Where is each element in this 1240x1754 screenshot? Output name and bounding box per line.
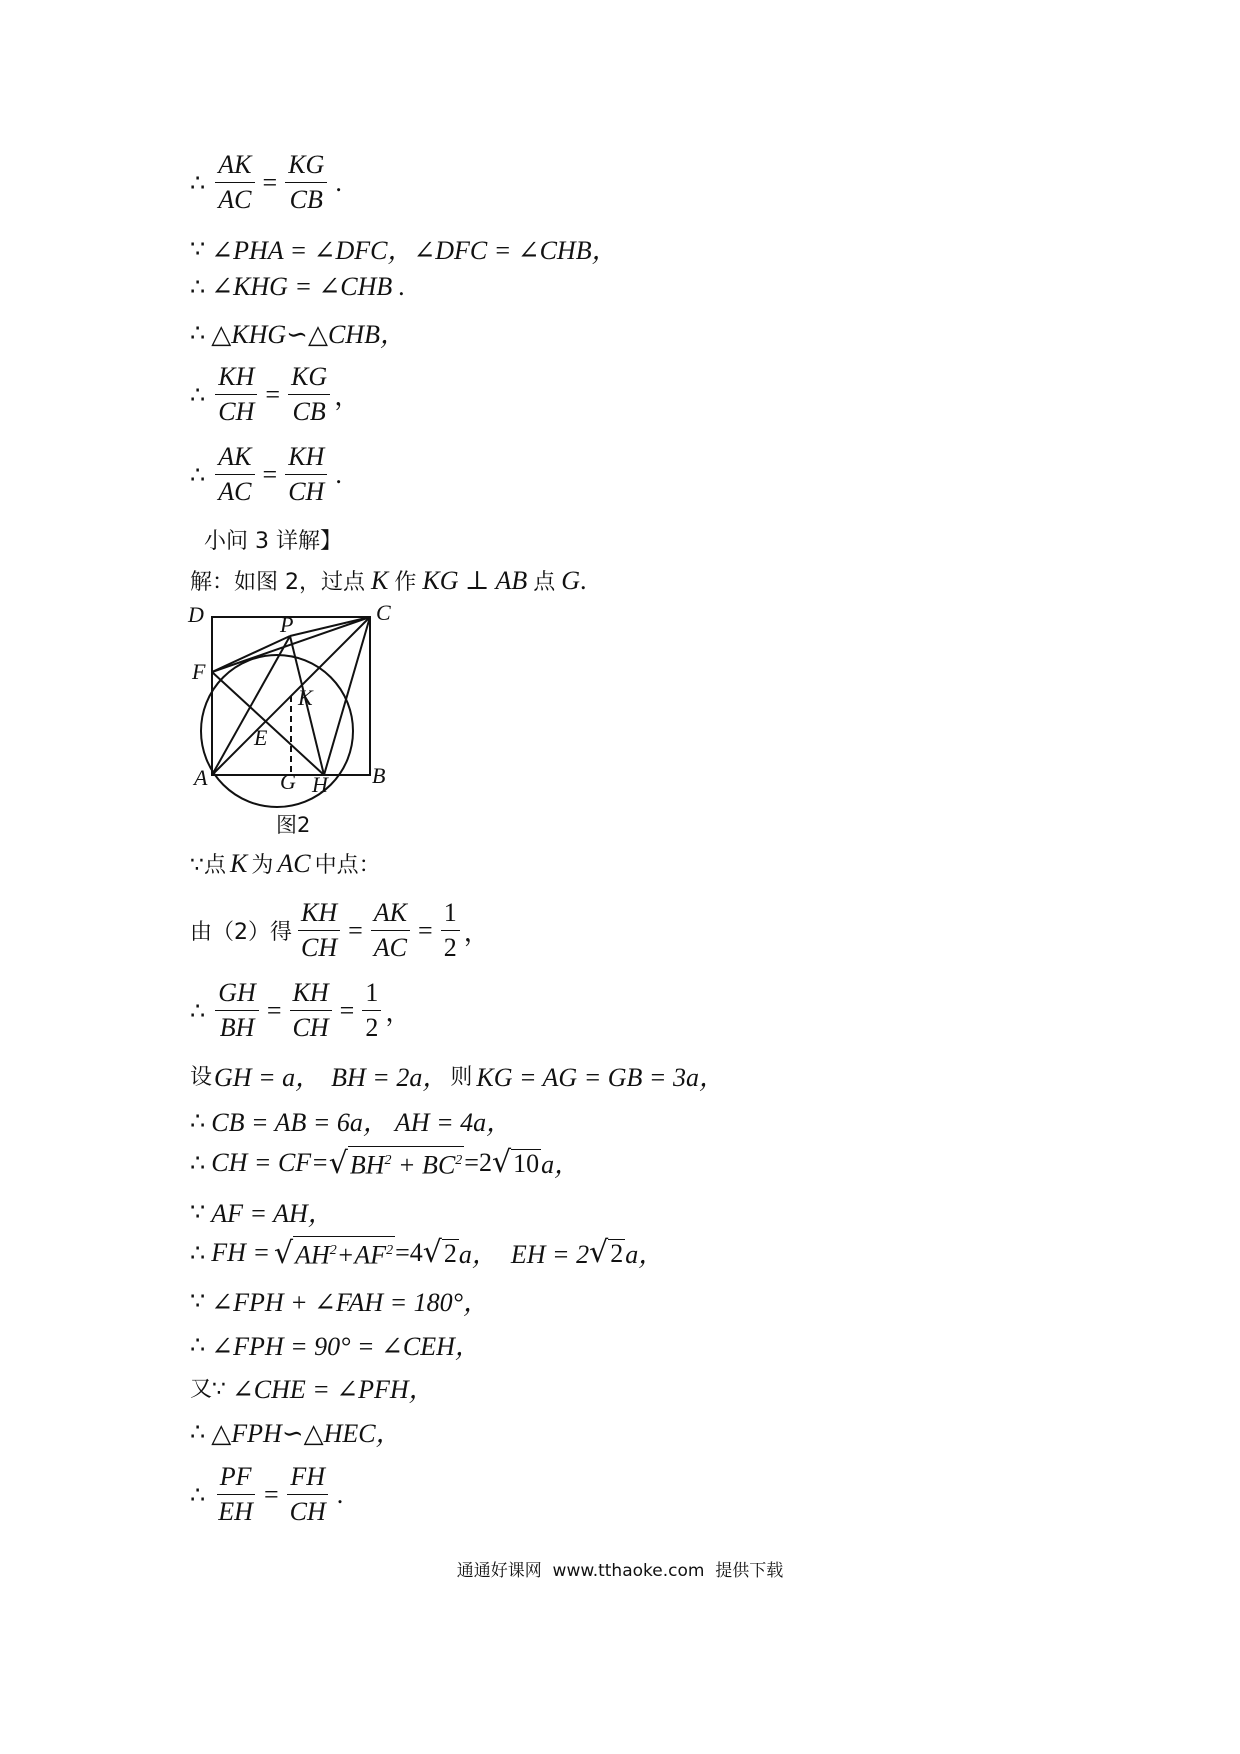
square-exponent: 2 bbox=[386, 1242, 394, 1258]
plus-af: +AF bbox=[336, 1240, 387, 1270]
point-k: K bbox=[230, 848, 248, 878]
period: . bbox=[335, 459, 342, 489]
label-b: B bbox=[372, 763, 386, 788]
period: . bbox=[336, 1479, 344, 1509]
radical-sign: √ bbox=[491, 1144, 512, 1180]
radical-sign: √ bbox=[422, 1234, 442, 1270]
eq-line-6 bbox=[190, 442, 342, 507]
eq-line-af-ah bbox=[190, 1193, 334, 1230]
fraction-ak-ac bbox=[371, 898, 410, 963]
radicand: 2 bbox=[610, 1238, 624, 1268]
a-eh-two: a， EH = 2 bbox=[458, 1240, 590, 1269]
angle-equation: ∠PHA = ∠DFC，∠DFC = ∠CHB， bbox=[211, 236, 618, 265]
footer-text: 通通好课网 www.tthaoke.com 提供下载 bbox=[456, 1561, 784, 1581]
ah: AH bbox=[295, 1240, 330, 1270]
equals-sign: = bbox=[262, 167, 278, 197]
similar-triangles: △FPH∽△HEC， bbox=[211, 1419, 402, 1448]
period: . bbox=[580, 565, 587, 595]
therefore-symbol: ∴ bbox=[190, 1417, 206, 1446]
eq-line-ch-cf bbox=[190, 1144, 580, 1181]
segment-ac: AC bbox=[277, 848, 311, 878]
eq-line-5 bbox=[190, 362, 360, 427]
eq-line-from2 bbox=[190, 898, 490, 963]
label-c: C bbox=[376, 600, 391, 625]
label-e: E bbox=[254, 725, 268, 750]
numerator: KH bbox=[215, 362, 257, 395]
let-word: 设 bbox=[190, 1065, 213, 1090]
as-word: 为 bbox=[251, 853, 274, 878]
perpendicular-expr: KG ⊥ AB bbox=[422, 565, 528, 595]
eq-line-similar bbox=[190, 1413, 402, 1450]
denominator: 2 bbox=[443, 933, 457, 962]
numerator: 1 bbox=[362, 978, 381, 1011]
denominator: CB bbox=[292, 397, 326, 426]
sqrt-two bbox=[589, 1234, 625, 1270]
denominator: CH bbox=[288, 477, 325, 506]
comma: ， bbox=[385, 998, 412, 1027]
equals-sign: = bbox=[418, 915, 433, 945]
comma: ， bbox=[334, 382, 361, 411]
radicand bbox=[293, 1236, 395, 1270]
midpoint-line bbox=[190, 848, 381, 879]
also-because: 又∵ bbox=[190, 1377, 226, 1402]
eq-line-also bbox=[190, 1369, 435, 1406]
fh-equals: FH = bbox=[211, 1237, 270, 1267]
therefore-symbol: ∴ bbox=[190, 168, 206, 197]
denominator: CH bbox=[292, 1013, 329, 1042]
angle-equation: ∠CHE = ∠PFH， bbox=[232, 1375, 435, 1404]
bh: BH bbox=[349, 1150, 385, 1180]
segment-fp bbox=[212, 636, 290, 672]
eq-line-right-angle bbox=[190, 1326, 481, 1363]
square-exponent: 2 bbox=[329, 1242, 337, 1258]
because-point: ∵点 bbox=[190, 853, 226, 878]
label-p: P bbox=[280, 612, 294, 637]
equals-sign: = bbox=[262, 459, 278, 489]
eq-line-4 bbox=[190, 314, 406, 351]
equals-sign: = bbox=[263, 1479, 279, 1509]
therefore-symbol: ∴ bbox=[190, 460, 206, 489]
numerator: AK bbox=[215, 442, 254, 475]
equals-sign: = bbox=[339, 995, 355, 1025]
denominator: BH bbox=[219, 1013, 255, 1042]
denominator: EH bbox=[218, 1497, 253, 1526]
eq-line-final bbox=[190, 1462, 343, 1527]
numerator: AK bbox=[371, 898, 410, 931]
equals-sign: = bbox=[348, 915, 363, 945]
because-symbol: ∵ bbox=[190, 234, 206, 263]
sqrt-ten bbox=[491, 1144, 541, 1180]
fraction-kh-ch bbox=[298, 898, 340, 963]
numerator: FH bbox=[287, 1462, 328, 1495]
period: . bbox=[335, 167, 342, 197]
a-comma: a， bbox=[541, 1150, 581, 1179]
numerator: PF bbox=[217, 1462, 255, 1495]
bh-equals-2a: BH = 2a， bbox=[331, 1063, 449, 1092]
fraction-one-half bbox=[441, 898, 460, 963]
midpoint-word: 中点： bbox=[314, 853, 381, 878]
therefore-symbol: ∴ bbox=[190, 1148, 206, 1177]
sqrt-bh-bc bbox=[329, 1146, 465, 1180]
fraction-pf-eh bbox=[215, 1462, 256, 1527]
eq-line-gh-bh bbox=[190, 978, 411, 1043]
eq-line-2 bbox=[190, 230, 618, 267]
numerator: GH bbox=[215, 978, 259, 1011]
figure-caption: 图2 bbox=[276, 813, 311, 837]
from-2: 由（2）得 bbox=[190, 920, 292, 945]
point-k: K bbox=[371, 565, 389, 595]
solution-point-word: 点 bbox=[533, 570, 556, 595]
ch-cf: CH = CF= bbox=[211, 1147, 329, 1177]
therefore-symbol: ∴ bbox=[190, 318, 206, 347]
therefore-symbol: ∴ bbox=[190, 996, 206, 1025]
denominator: 2 bbox=[365, 1013, 379, 1042]
segment-ap bbox=[212, 636, 290, 775]
equals-four: =4 bbox=[395, 1237, 423, 1267]
label-g: G bbox=[280, 769, 296, 794]
numerator: AK bbox=[215, 150, 254, 183]
eq-line-fh bbox=[190, 1234, 664, 1271]
solution-mid: 作 bbox=[394, 570, 417, 595]
numerator: KG bbox=[285, 150, 327, 183]
label-a: A bbox=[194, 765, 208, 790]
eq-line-cb-ab bbox=[190, 1102, 512, 1139]
sqrt-two bbox=[422, 1234, 459, 1270]
fraction-kg-cb bbox=[285, 150, 327, 215]
angle-sum: ∠FPH + ∠FAH = 180°， bbox=[211, 1288, 490, 1317]
denominator: CB bbox=[289, 185, 323, 214]
kg-ag-gb: KG = AG = GB = 3a， bbox=[476, 1063, 725, 1092]
fraction-gh-bh bbox=[215, 978, 259, 1043]
side-lengths: CB = AB = 6a， AH = 4a， bbox=[211, 1108, 513, 1137]
fraction-kh-ch bbox=[290, 978, 332, 1043]
denominator: CH bbox=[289, 1497, 326, 1526]
af-equals-ah: AF = AH， bbox=[211, 1199, 334, 1228]
radicand: 2 bbox=[443, 1238, 457, 1268]
radical-sign: √ bbox=[589, 1234, 609, 1270]
geometry-figure bbox=[190, 600, 410, 840]
right-angle: ∠FPH = 90° = ∠CEH， bbox=[211, 1332, 481, 1361]
fraction-ak-ac bbox=[215, 150, 254, 215]
therefore-symbol: ∴ bbox=[190, 1238, 206, 1267]
label-f: F bbox=[192, 659, 206, 684]
therefore-symbol: ∴ bbox=[190, 1330, 206, 1359]
a-comma: a， bbox=[625, 1240, 665, 1269]
radicand: 10 bbox=[513, 1148, 540, 1178]
solution-prefix: 解：如图 2，过点 bbox=[190, 570, 365, 595]
label-k: K bbox=[298, 685, 313, 710]
therefore-symbol: ∴ bbox=[190, 380, 206, 409]
equals-sign: = bbox=[265, 379, 281, 409]
comma: ， bbox=[463, 918, 490, 947]
radical-sign: √ bbox=[273, 1236, 294, 1272]
sub-heading: 小问 3 详解】 bbox=[204, 529, 342, 554]
fraction-kh-ch bbox=[215, 362, 257, 427]
fraction-ak-ac bbox=[215, 442, 254, 507]
eq-line-let bbox=[190, 1057, 725, 1094]
because-symbol: ∵ bbox=[190, 1197, 206, 1226]
therefore-symbol: ∴ bbox=[190, 1106, 206, 1135]
square-exponent: 2 bbox=[455, 1152, 463, 1168]
fraction-kg-cb bbox=[288, 362, 330, 427]
angle-equation: ∠KHG = ∠CHB . bbox=[211, 272, 406, 301]
numerator: KH bbox=[285, 442, 327, 475]
then-word: 则 bbox=[450, 1065, 473, 1090]
fraction-one-half bbox=[362, 978, 381, 1043]
denominator: AC bbox=[218, 185, 252, 214]
segment-pc bbox=[290, 617, 370, 636]
numerator: KH bbox=[290, 978, 332, 1011]
radical-sign: √ bbox=[328, 1146, 348, 1182]
fraction-fh-ch bbox=[287, 1462, 329, 1527]
similar-triangles: △KHG∽△CHB， bbox=[211, 320, 406, 349]
eq-line-angle-sum bbox=[190, 1282, 489, 1319]
point-g: G bbox=[561, 565, 581, 595]
label-d: D bbox=[188, 602, 204, 627]
numerator: 1 bbox=[441, 898, 460, 931]
eq-line-1 bbox=[190, 150, 342, 215]
fraction-kh-ch bbox=[285, 442, 327, 507]
because-symbol: ∵ bbox=[190, 1286, 206, 1315]
numerator: KH bbox=[298, 898, 340, 931]
equals-sign: = bbox=[266, 995, 282, 1025]
radicand bbox=[348, 1146, 464, 1180]
denominator: CH bbox=[301, 933, 338, 962]
denominator: AC bbox=[373, 933, 408, 962]
solution-line bbox=[190, 565, 587, 596]
therefore-symbol: ∴ bbox=[190, 273, 206, 301]
square-exponent: 2 bbox=[384, 1152, 392, 1168]
equals-two: =2 bbox=[464, 1147, 492, 1177]
eq-line-3 bbox=[190, 272, 405, 302]
numerator: KG bbox=[288, 362, 330, 395]
plus-bc: + BC bbox=[391, 1150, 456, 1180]
denominator: AC bbox=[218, 477, 252, 506]
label-h: H bbox=[312, 772, 328, 797]
gh-equals-a: GH = a， bbox=[214, 1063, 322, 1092]
therefore-symbol: ∴ bbox=[190, 1480, 206, 1509]
sqrt-ah-af bbox=[274, 1236, 395, 1270]
denominator: CH bbox=[218, 397, 255, 426]
